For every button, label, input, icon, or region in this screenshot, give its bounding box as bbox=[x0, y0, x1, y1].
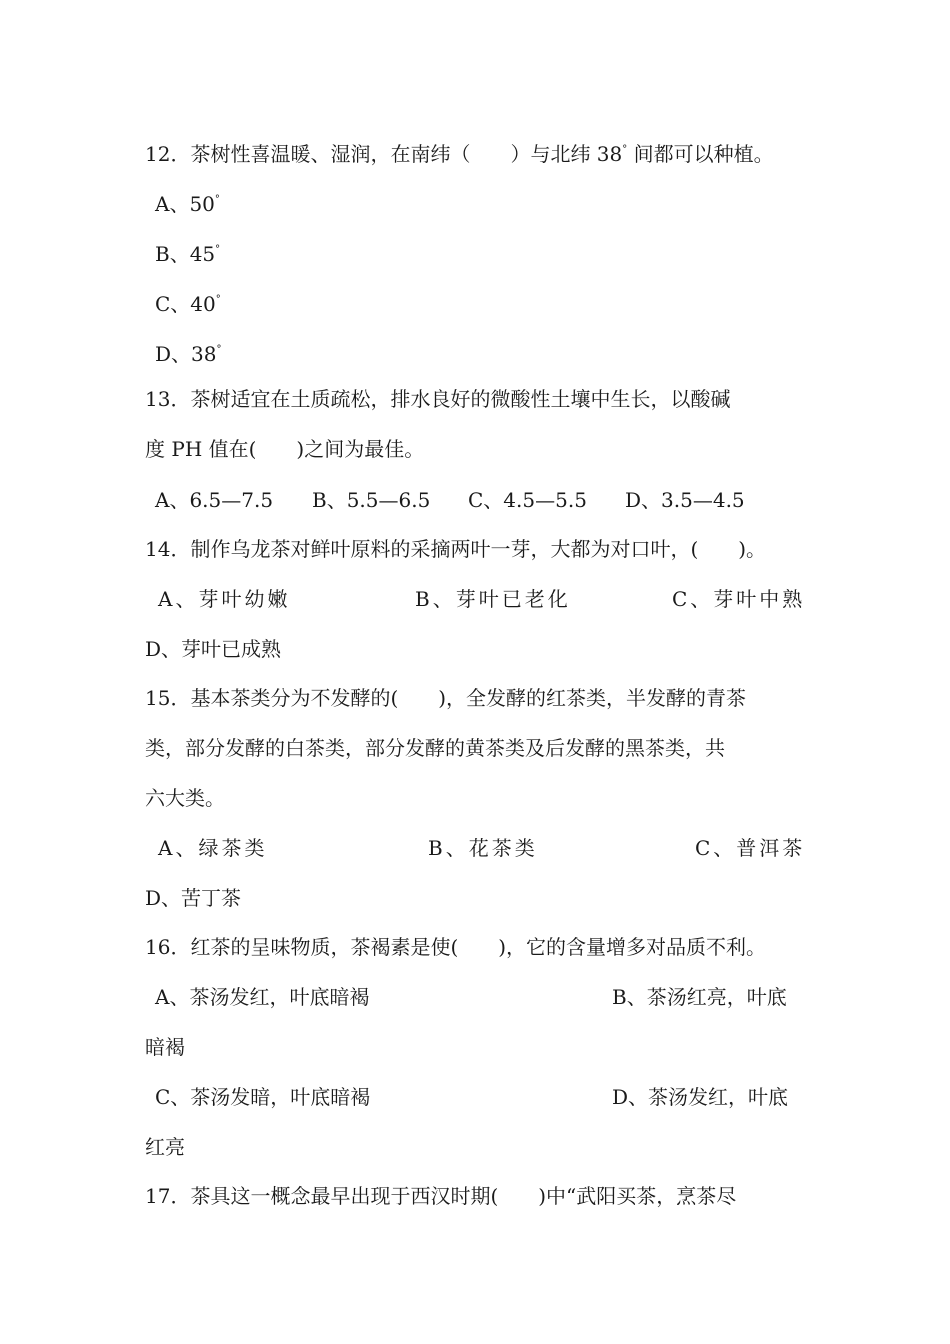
degree-mark: ° bbox=[216, 344, 222, 355]
q15-option-d: D、苦丁茶 bbox=[145, 886, 242, 910]
q12-option-b bbox=[155, 236, 220, 268]
q15-stem-line-2: 类，部分发酵的白茶类，部分发酵的黄茶类及后发酵的黑茶类，共 bbox=[145, 736, 725, 760]
q16-option-a: A、茶汤发红，叶底暗褐 bbox=[155, 985, 370, 1009]
q14-option-a: A、芽叶幼嫩 bbox=[158, 587, 291, 611]
q16-option-d: D、茶汤发红，叶底 bbox=[612, 1085, 789, 1109]
degree-mark: ° bbox=[214, 194, 220, 205]
option-label: B、45 bbox=[155, 242, 216, 266]
q12-option-d bbox=[155, 336, 221, 368]
q15-stem-line-1: 15．基本茶类分为不发酵的( )，全发酵的红茶类，半发酵的青茶 bbox=[145, 686, 747, 710]
q14-option-d: D、芽叶已成熟 bbox=[145, 637, 282, 661]
q13-stem-line-1: 13．茶树适宜在土质疏松，排水良好的微酸性土壤中生长，以酸碱 bbox=[145, 387, 731, 411]
q14-option-c: C、芽叶中熟 bbox=[672, 587, 806, 611]
q12-stem-end: 间都可以种植。 bbox=[627, 142, 774, 166]
q13-option-c: C、4.5—5.5 bbox=[468, 488, 587, 512]
option-label: D、38 bbox=[155, 342, 217, 366]
q12-stem bbox=[145, 136, 774, 168]
q16-option-c: C、茶汤发暗，叶底暗褐 bbox=[155, 1085, 371, 1109]
q12-option-a bbox=[155, 186, 220, 218]
q13-option-d: D、3.5—4.5 bbox=[625, 488, 745, 512]
q12-stem-text: 12．茶树性喜温暖、湿润，在南纬（ ）与北纬 38 bbox=[145, 142, 623, 166]
option-label: A、50 bbox=[155, 192, 215, 216]
q13-option-a: A、6.5—7.5 bbox=[155, 488, 274, 512]
q15-option-c: C、普洱茶 bbox=[695, 836, 806, 860]
degree-mark: ° bbox=[215, 244, 221, 255]
q16-option-b: B、茶汤红亮，叶底 bbox=[612, 985, 787, 1009]
degree-mark: ° bbox=[215, 294, 221, 305]
q13-stem-line-2: 度 PH 值在( )之间为最佳。 bbox=[145, 437, 425, 461]
q13-option-b: B、5.5—6.5 bbox=[312, 488, 431, 512]
q15-stem-line-3: 六大类。 bbox=[145, 786, 225, 810]
q12-option-c bbox=[155, 286, 221, 318]
degree-mark: ° bbox=[622, 144, 628, 155]
option-label: C、40 bbox=[155, 292, 216, 316]
q16-option-d-cont: 红亮 bbox=[145, 1135, 185, 1159]
q15-option-b: B、花茶类 bbox=[428, 836, 538, 860]
q16-option-b-cont: 暗褐 bbox=[145, 1035, 185, 1059]
q17-stem: 17．茶具这一概念最早出现于西汉时期( )中“武阳买茶，烹茶尽 bbox=[145, 1184, 737, 1208]
q15-option-a: A、绿茶类 bbox=[158, 836, 268, 860]
q16-stem: 16．红茶的呈味物质，茶褐素是使( )，它的含量增多对品质不利。 bbox=[145, 935, 767, 959]
q14-stem: 14．制作乌龙茶对鲜叶原料的采摘两叶一芽，大都为对口叶，( )。 bbox=[145, 537, 767, 561]
q14-option-b: B、芽叶已老化 bbox=[415, 587, 571, 611]
